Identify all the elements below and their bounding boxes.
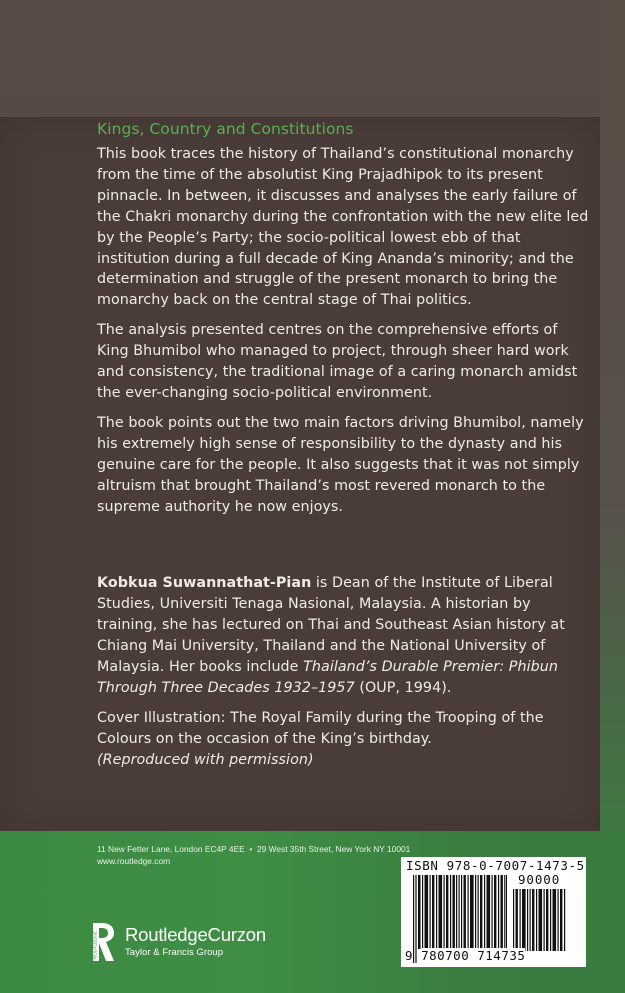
author-bio-text: is Dean of the Institute of Liberal Studies, Universiti Tenaga Nasional, Malaysia. A historian by training, she has lectured on Thai and Southeast Asian history at Chiang Mai University, Thailand and the National University of Malaysia. Her books include — [97, 575, 565, 676]
logo-subtitle: Taylor & Francis Group — [125, 947, 224, 958]
author-bio — [97, 573, 589, 698]
permission-credit: (Reproduced with permission) — [97, 751, 314, 768]
blurb-paragraph-3: The book points out the two main factors driving Bhumibol, namely his extremely high sense of responsibility to the dynasty and his genuine care for the people. It also suggests that it was not simply altruism that brought Thailand’s most revered monarch to the supreme authority he now enjoys. — [97, 414, 584, 515]
blurb-paragraph-2: The analysis presented centres on the comprehensive efforts of King Bhumibol who managed to project, through sheer hard work and consistency, the traditional image of a caring monarch amidst the ever-changing socio-political environment. — [97, 322, 578, 401]
addon-barcode-bars — [513, 889, 566, 951]
website-link[interactable]: www.routledge.com — [97, 856, 171, 866]
ean-number: 780700 714735 — [421, 948, 526, 963]
address-line: 11 New Fetter Lane, London EC4P 4EE • 29 West 35th Street, New York NY 10001 — [97, 844, 411, 854]
cover-illustration-text: Cover Illustration: The Royal Family during the Trooping of the Colours on the occasion of the King’s birthday. — [97, 709, 544, 747]
svg-text:ROUTLEDGE: ROUTLEDGE — [93, 930, 98, 959]
book-title-heading: Kings, Country and Constitutions — [97, 120, 354, 138]
author-name: Kobkua Suwannathat-Pian — [97, 575, 312, 592]
blurb-paragraph-1: This book traces the history of Thailand’s constitutional monarchy from the time of the absolutist King Prajadhipok to its present pinnacle. In between, it discusses and analyses the early failure of the Chakri monarchy during the confrontation with the new elite led by the People’s Party; the socio-political lowest ebb of that institution during a full decade of King Ananda’s minority; and the determination and struggle of the present monarch to bring the monarchy back on the central stage of Thai politics. — [97, 146, 589, 309]
isbn-barcode — [401, 857, 586, 967]
cover-illustration-note — [97, 708, 589, 771]
routledge-r-icon — [93, 923, 115, 961]
isbn-label: ISBN 978-0-7007-1473-5 — [406, 858, 585, 873]
ean-digits — [405, 949, 525, 963]
author-book-publisher: (OUP, 1994). — [354, 679, 452, 696]
publisher-address — [97, 843, 410, 867]
logo-name: RoutledgeCurzon — [125, 924, 266, 945]
logo-text — [125, 925, 266, 959]
author-book-title: Thailand’s Durable Premier: Phibun Through Three Decades 1932–1957 — [97, 659, 558, 696]
price-addon-digits: 90000 — [518, 872, 561, 887]
publisher-logo — [93, 923, 266, 961]
cover-text — [97, 117, 589, 771]
ean-leading-digit: 9 — [405, 948, 414, 963]
